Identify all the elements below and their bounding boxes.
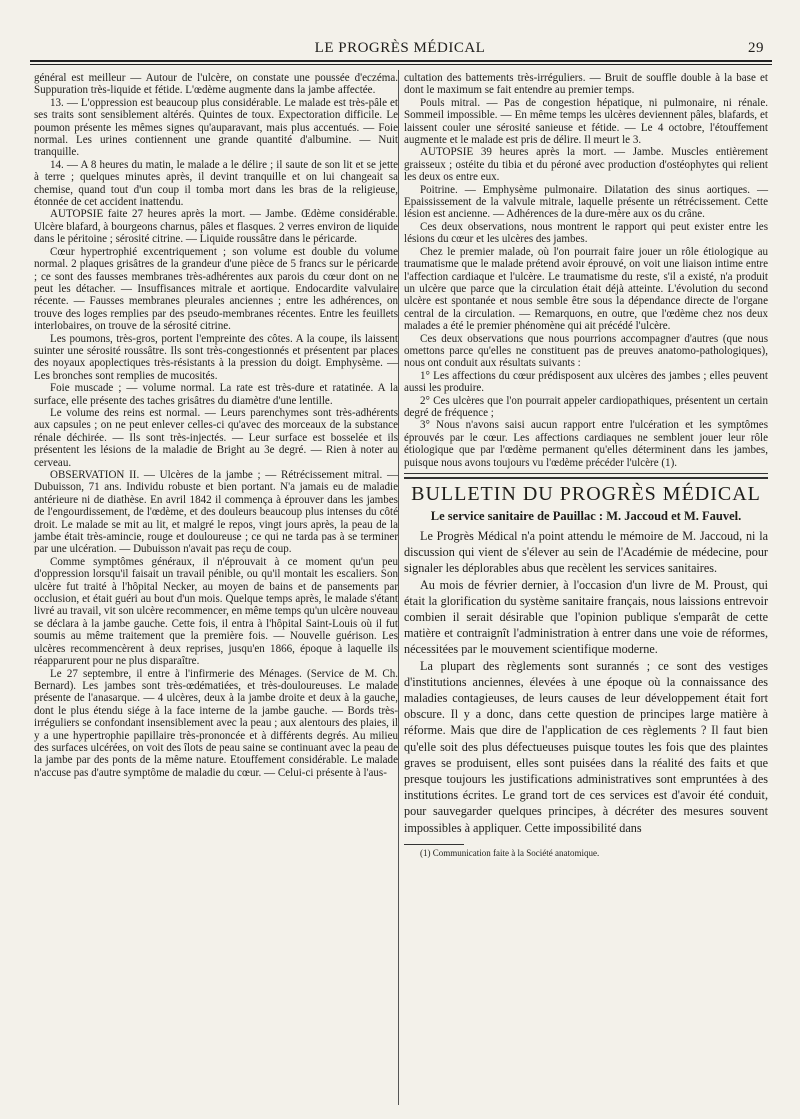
left-column [34, 72, 398, 779]
paragraph: Les poumons, très-gros, portent l'empreinte des côtes. A la coupe, ils laissent suinter une sérosité roussâtre. Ils sont très-congestionnés et présentent par places des noyaux apoplectiques très-résistants à la pression du doigt. Emphysème. — Les bronches sont remplies de mucosités. [34, 332, 398, 382]
paragraph: 1° Les affections du cœur prédisposent aux ulcères des jambes ; elles peuvent aussi les produire. [404, 369, 768, 395]
paragraph: Comme symptômes généraux, il n'éprouvait à ce moment qu'un peu d'oppression lorsqu'il faisait un travail pénible, ou qu'il montait les escaliers. Son ulcère fut traité à l'hôpital Necker, au moyen de bains et de pansements par occlusion, et était guéri au bout d'un mois. Quelque temps après, le malade s'étant livré au travail, vit son ulcère recommencer, en même temps qu'un ulcère nouveau se déclara à la jambe gauche. Cette fois, il entra à l'hôpital Saint-Louis où il fut soumis au même traitement que la première fois. — Nouvelle guérison. Les ulcères recommencèrent à deux reprises, jusqu'en 1866, époque à laquelle ils réapparurent pour ne plus disparaître. [34, 555, 398, 668]
bulletin-title: BULLETIN DU PROGRÈS MÉDICAL [411, 483, 761, 505]
paragraph: 14. — A 8 heures du matin, le malade a le délire ; il saute de son lit et se jette à terre ; quelques minutes après, il devint tranquille et on lui changeait sa chemise, quand tout d'un coup il tomba mort dans les bras de la religieuse, étonnée de cet accident inattendu. [34, 158, 398, 209]
column-separator [398, 70, 399, 1105]
paragraph: Au mois de février dernier, à l'occasion d'un livre de M. Proust, qui était la glorification du système sanitaire français, nous laissions entrevoir combien il serait désirable que l'opinion publique s'emparât de cette matière et contraignît l'administration à entrer dans une voie de réformes, nécessitées par le mouvement scientifique moderne. [404, 577, 768, 657]
paragraph: AUTOPSIE 39 heures après la mort. — Jambe. Muscles entièrement graisseux ; ostéite du tibia et du péroné avec production d'ostéophytes qui relient les deux os entre eux. [404, 146, 768, 184]
paragraph: Le volume des reins est normal. — Leurs parenchymes sont très-adhérents aux capsules ; on ne peut enlever celles-ci qu'avec des morceaux de la substance rénale déchirée. — Ils sont très-injectés. — Leur surface est bosselée et ils présentent les lésions de la maladie de Bright au 3e degré. — Rien à noter au cerveau. [34, 406, 398, 469]
paragraph: général est meilleur — Autour de l'ulcère, on constate une poussée d'eczéma. Suppuration très-liquide et fétide. L'œdème augmente dans la jambe affectée. [34, 72, 398, 97]
footnote-rule [404, 844, 464, 845]
paragraph: Poitrine. — Emphysème pulmonaire. Dilatation des sinus aortiques. — Epaississement de la valvule mitrale, laquelle présente un rétrécissement. Cette lésion est ancienne. — Adhérences de la dure-mère aux os du crâne. [404, 183, 768, 221]
paragraph: Foie muscade ; — volume normal. La rate est très-dure et ratatinée. A la surface, elle présente des taches grisâtres du diamètre d'une lentille. [34, 382, 398, 407]
paragraph: Le 27 septembre, il entre à l'infirmerie des Ménages. (Service de M. Ch. Bernard). Les jambes sont très-œdématiées, et très-douloureuses. Le malade présente de l'anasarque. — 4 ulcères, deux à la jambe droite et deux à la gauche, dont le plus étendu siége à la face interne de la jambe gauche. — Bords très-irréguliers se confondant insensiblement avec la peau ; aux alentours des plaies, il y a une hypertrophie papillaire très-prononcée et à différents degrés. Au milieu des surfaces ulcérées, on voit des îlots de peau saine se continuant avec la peau de la jambe par des ponts de la même nature. Etouffement considérable. Le malade n'accuse pas d'autre symptôme de maladie du cœur. — Celui-ci présente à l'aus- [34, 667, 398, 779]
page-number: 29 [748, 40, 764, 56]
header-rule [30, 60, 772, 62]
bulletin-subtitle: Le service sanitaire de Pauillac : M. Jaccoud et M. Fauvel. [430, 509, 742, 523]
paragraph: OBSERVATION II. — Ulcères de la jambe ; — Rétrécissement mitral. — Dubuisson, 71 ans. Individu robuste et bien portant. N'a jamais eu de maladie antérieure ni de diathèse. En avril 1842 il commença à éprouver dans les jambes de l'engourdissement, de l'œdème, et des douleurs beaucoup plus intenses du côté droit. Le malade se mit au lit, et malgré le repos, vingt jours après, la peau de la jambe était très-amincie, rouge et douloureuse ; ce qui ne tarda pas à se terminer par une ulcération. — Dubuisson n'avait pas reçu de coup. [34, 469, 398, 556]
journal-title: LE PROGRÈS MÉDICAL [314, 40, 486, 56]
paragraph: cultation des battements très-irréguliers. — Bruit de souffle double à la base et dont le maximum se fait entendre au premier temps. [404, 72, 768, 97]
paragraph: Ces deux observations, nous montrent le rapport qui peut exister entre les lésions du cœur et les ulcères des jambes. [404, 220, 768, 246]
paragraph: Ces deux observations que nous pourrions accompagner d'autres (que nous omettons parce qu'elles ne constituent pas de preuves anatomo-pathologiques), nous ont conduit aux résultats suivants : [404, 332, 768, 370]
paragraph: Chez le premier malade, où l'on pourrait faire jouer un rôle étiologique au traumatisme que le malade prétend avoir éprouvé, on voit une liaison intime entre l'affection cardiaque et l'ulcère. Le traumatisme du reste, s'il a existé, n'a produit un ulcère que parce que la circulation était déjà atteinte. L'évolution du second ulcère est spontanée et nous semble être sous la dépendance directe de l'organe central de la circulation. — Remarquons, en outre, que l'œdème chez nos deux malades a été le premier phénomène qui ait précédé l'ulcère. [404, 245, 768, 333]
paragraph: 3° Nous n'avons saisi aucun rapport entre l'ulcération et les symptômes éprouvés par le cœur. Les affections cardiaques ne semblent jouer leur rôle étiologique que par l'œdème permanent qu'elles déterminent dans les jambes, puisque nous avons toujours vu l'œdème précéder l'ulcère (1). [404, 419, 768, 469]
paragraph: 2° Ces ulcères que l'on pourrait appeler cardiopathiques, présentent un certain degré de fréquence ; [404, 394, 768, 419]
paragraph: AUTOPSIE faite 27 heures après la mort. — Jambe. Œdème considérable. Ulcère blafard, à bourgeons charnus, pâles et flasques. 2 verres environ de liquide dans le péritoine ; sérosité citrine. — Liquide roussâtre dans le péricarde. [34, 208, 398, 246]
paragraph: La plupart des règlements sont surannés ; ce sont des vestiges d'institutions anciennes, élevées à une époque où la connaissance des maladies contagieuses, de leurs causes de leur développement était fort obscure. Il y a donc, dans cette question de principes large matière à réforme. Mais que dire de l'application de ces règlements ? Il faut bien qu'elle soit des plus défectueuses puisque toutes les fois que des plaintes graves se produisent, elles sont puisées dans la réalité des faits et que presque toujours les justifications administratives sont empruntées à des institutions écrites. Le grand tort de ces services est d'avoir été conduit, pour sauvegarder quelques principes, à décréter des mesures souvent impossibles à appliquer. Cette impossibilité dans [404, 658, 768, 835]
right-column [404, 72, 768, 859]
running-header [28, 40, 772, 58]
section-rule [404, 473, 768, 474]
section-rule-thick [404, 477, 768, 479]
header-rule-thin [30, 64, 772, 65]
paragraph: Pouls mitral. — Pas de congestion hépatique, ni pulmonaire, ni rénale. Sommeil impossible. — En même temps les ulcères deviennent pâles, blafards, et laissent couler une sérosité sanieuse et fétide. — Le 4 octobre, l'étouffement augmente et le malade est pris de délire. Il meurt le 3. [404, 96, 768, 147]
paragraph: 13. — L'oppression est beaucoup plus considérable. Le malade est très-pâle et ses traits sont sensiblement altérés. Quintes de toux. Expectoration difficile. Le poumon présente les mêmes signes qu'auparavant, mais plus accentués. — Foie normal. Les urines contiennent une grande quantité d'albumine. — Nuit tranquille. [34, 96, 398, 159]
paragraph: Cœur hypertrophié excentriquement ; son volume est double du volume normal. 2 plaques grisâtres de la grandeur d'une pièce de 5 francs sur le péricarde ; ce sont des fausses membranes très-adhérentes aux parois du cœur dont on ne peut les détacher. — Insuffisances mitrale et aortique. Endocardite valvulaire récente. — Fausses membranes pleurales anciennes ; entre les adhérences, on trouve des loges remplies par des pseudo-membranes récentes. Entre les feuillets interlobaires, on trouve de la sérosité citrine. [34, 245, 398, 333]
footnote: (1) Communication faite à la Société anatomique. [420, 847, 600, 858]
paragraph: Le Progrès Médical n'a point attendu le mémoire de M. Jaccoud, ni la discussion qui vient de s'élever au sein de l'Académie de médecine, pour signaler les déplorables abus que recèlent les services sanitaires. [404, 529, 768, 576]
